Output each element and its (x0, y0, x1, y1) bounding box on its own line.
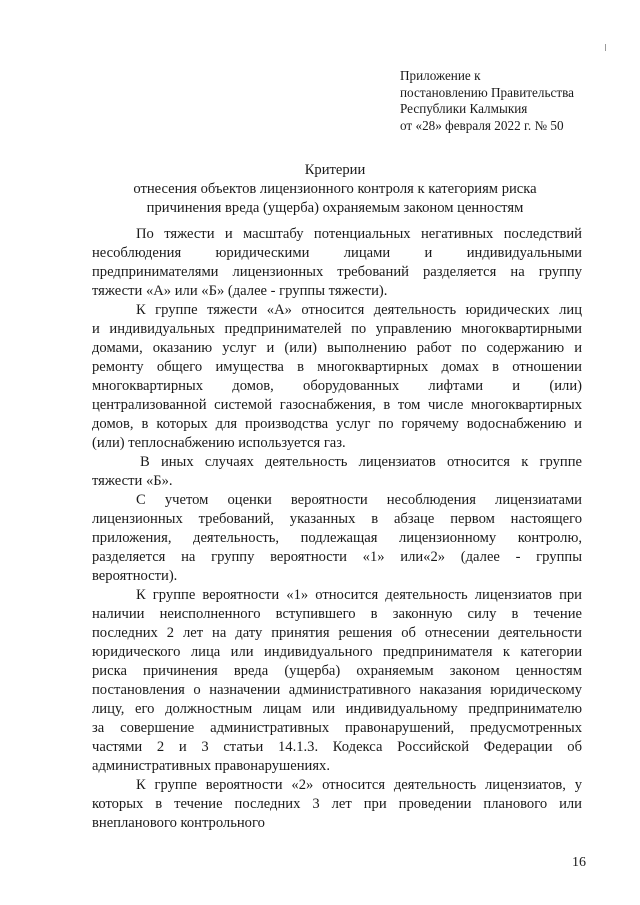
paragraph-probability-groups (92, 491, 582, 586)
paragraph-line: лицу, его должностным лицам или индивидуальному предпринимателю (92, 701, 582, 717)
paragraph-line: К группе вероятности «1» относится деятельность лицензиатов при (136, 587, 582, 603)
paragraph-line: риска причинения вреда (ущерба) охраняемым законом ценностям (92, 663, 582, 679)
document-body (92, 225, 582, 833)
paragraph-line: К группе вероятности «2» относится деятельность лицензиатов, у (136, 777, 582, 793)
paragraph-line: домов, в которых для производства услуг по горячему водоснабжению и (92, 416, 582, 432)
paragraph-line: централизованной системой газоснабжения, в том числе многоквартирных (92, 397, 582, 413)
paragraph-line: за совершение административных правонарушений, предусмотренных (92, 720, 582, 736)
paragraph-probability-1 (92, 586, 582, 776)
paragraph-line: С учетом оценки вероятности несоблюдения лицензиатами (136, 492, 582, 508)
appendix-line: от «28» февраля 2022 г. № 50 (400, 117, 564, 133)
paragraph-line: внепланового контрольного (92, 815, 265, 831)
paragraph-severity-groups (92, 225, 582, 301)
appendix-note (400, 68, 620, 134)
paragraph-group-a (92, 301, 582, 453)
paragraph-line: многоквартирных домов, оборудованных лифтами и (или) (92, 378, 582, 394)
paragraph-line: ремонту общего имущества в многоквартирных домах в отношении (92, 359, 582, 375)
paragraph-line: которых в течение последних 3 лет при проведении планового или (92, 796, 582, 812)
paragraph-line: По тяжести и масштабу потенциальных негативных последствий (136, 226, 582, 242)
paragraph-line: и индивидуальных предпринимателей по управлению многоквартирными (92, 321, 582, 337)
paragraph-line: В иных случаях деятельность лицензиатов относится к группе (140, 454, 582, 470)
paragraph-line: тяжести «Б». (92, 473, 173, 489)
paragraph-line: частями 2 и 3 статьи 14.1.3. Кодекса Российской Федерации об (92, 739, 582, 755)
page-number: 16 (572, 855, 586, 870)
paragraph-line: приложения, деятельность, подлежащая лицензионному контролю, (92, 530, 582, 546)
paragraph-line: административных правонарушениях. (92, 758, 330, 774)
appendix-line: постановлению Правительства (400, 84, 575, 100)
scan-mark (605, 44, 606, 51)
paragraph-line: лицензионных требований, указанных в абзаце первом настоящего (92, 511, 582, 527)
heading-title: Критерии (304, 162, 366, 178)
paragraph-line: юридического лица или индивидуального предпринимателя к категории (92, 644, 582, 660)
heading-subtitle-line: отнесения объектов лицензионного контроля к категориям риска (133, 181, 537, 197)
heading-subtitle-line: причинения вреда (ущерба) охраняемым законом ценностям (146, 200, 524, 216)
paragraph-line: тяжести «А» или «Б» (далее - группы тяжести). (92, 283, 388, 299)
paragraph-line: (или) теплоснабжению используется газ. (92, 435, 346, 451)
paragraph-line: К группе тяжести «А» относится деятельность юридических лиц (136, 302, 582, 318)
paragraph-probability-2 (92, 776, 582, 833)
paragraph-line: последних 2 лет на дату принятия решения об отнесении деятельности (92, 625, 582, 641)
paragraph-line: вероятности). (92, 568, 178, 584)
document-heading (90, 161, 580, 218)
appendix-line: Приложение к (400, 68, 481, 83)
paragraph-group-b (92, 453, 582, 491)
paragraph-line: несоблюдения юридическими лицами и индивидуальными (92, 245, 582, 261)
paragraph-line: разделяется на группу вероятности «1» или«2» (далее - группы (92, 549, 582, 565)
paragraph-line: предпринимателями лицензионных требований разделяется на группу (92, 264, 582, 280)
appendix-line: Республики Калмыкия (400, 101, 528, 117)
paragraph-line: наличии неисполненного вступившего в законную силу в течение (92, 606, 582, 622)
paragraph-line: домами, оказанию услуг и (или) выполнению работ по содержанию и (92, 340, 582, 356)
paragraph-line: постановления о назначении административного наказания юридическому (92, 682, 582, 698)
